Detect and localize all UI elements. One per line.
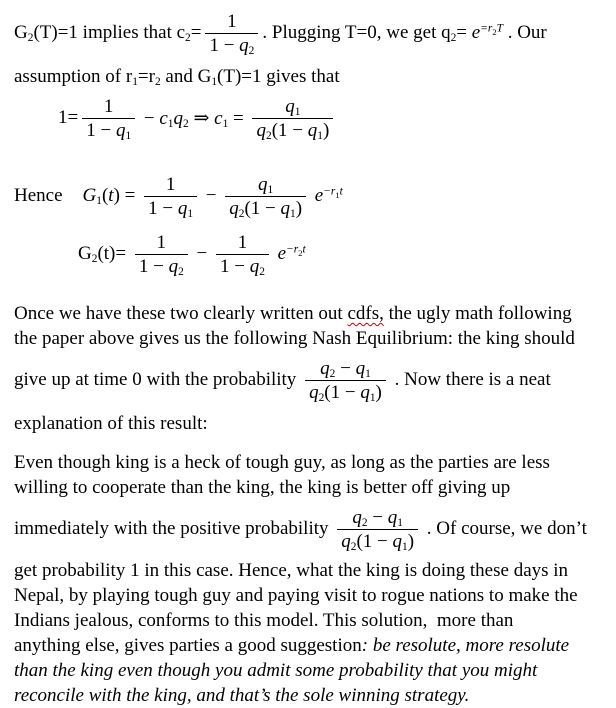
paragraph3-line4: get probability 1 in this case. Hence, what the king is doing these days in — [14, 560, 569, 581]
paragraph3-line5: Nepal, by playing tough guy and paying visit to rogue nations to make the — [14, 585, 578, 606]
paragraph2-line3 — [14, 351, 610, 409]
paragraph3-line8: than the king even though you admit some probability that you might — [14, 660, 538, 681]
fraction — [135, 231, 188, 278]
text-run: . Of course, we don’t — [422, 518, 587, 539]
fraction-denominator: 1 − q1 — [144, 196, 197, 220]
paragraph2 — [14, 301, 610, 436]
exponential-term: $e^{-r}2^t$ — [277, 243, 306, 264]
exponential-term: $e^{-r}1^t$ — [314, 185, 343, 206]
text-run: . Plugging T=0, we get $q2= e^{=r}2^T$ . Our — [262, 22, 547, 44]
fraction-numerator: 1 — [165, 173, 176, 195]
equation-g1 — [14, 167, 610, 225]
text-run: − c1q2 ⇒ c1 = — [139, 107, 249, 130]
fraction — [337, 506, 418, 553]
fraction — [144, 173, 197, 220]
fraction-denominator: 1 − q2 — [205, 33, 258, 57]
fraction-numerator: 1 — [227, 10, 237, 32]
paragraph3-line6: Indians jealous, conforms to this model. This solution, more than — [14, 610, 514, 631]
fraction-numerator: q2 − q1 — [352, 506, 403, 529]
text-run: G2(T)=1 implies that c2= — [14, 22, 202, 44]
text-run: immediately with the positive probability — [14, 518, 334, 539]
fraction — [252, 95, 333, 142]
fraction-denominator: 1 − q2 — [135, 254, 188, 278]
equation-g2 — [78, 225, 610, 283]
fraction — [82, 95, 135, 142]
paragraph3-line2: willing to cooperate than the king, the king is better off giving up — [14, 477, 511, 498]
fraction-numerator: 1 — [156, 231, 167, 253]
paragraph3 — [14, 450, 610, 708]
fraction-numerator: 1 — [237, 231, 248, 253]
fraction-numerator: q2 − q1 — [320, 357, 371, 380]
fraction-denominator: q2(1 − q1) — [305, 380, 386, 404]
paragraph2-line1: Once we have these two clearly written out cdfs, the ugly math following — [14, 303, 572, 324]
fraction-numerator: q1 — [258, 173, 274, 196]
text-run: Hence — [14, 185, 63, 206]
paragraph2-line4: explanation of this result: — [14, 413, 208, 434]
fraction — [225, 173, 306, 220]
paragraph3-line9: reconcile with the king, and that’s the sole winning strategy. — [14, 685, 470, 706]
text-run: give up at time 0 with the probability — [14, 369, 302, 390]
paragraph3-line1: Even though king is a heck of tough guy, as long as the parties are less — [14, 452, 550, 473]
text-run: . Now there is a neat — [389, 369, 551, 390]
fraction-denominator: q2(1 − q1) — [225, 196, 306, 220]
fraction-numerator: 1 — [103, 95, 114, 117]
paragraph3-line7: anything else, gives parties a good suggestion: be resolute, more resolute — [14, 635, 570, 656]
fraction-numerator: q1 — [285, 95, 301, 118]
text-run: G2(t)= — [78, 243, 131, 265]
fraction-denominator: q2(1 − q1) — [252, 118, 333, 142]
text-run: G1(t) = — [82, 185, 141, 207]
paragraph2-line2: the paper above gives us the following Nash Equilibrium: the king should — [14, 328, 575, 349]
paragraph1-line1 — [14, 4, 610, 62]
fraction-denominator: 1 − q2 — [216, 254, 269, 278]
fraction — [216, 231, 269, 278]
paragraph3-line3 — [14, 500, 610, 558]
fraction-denominator: q2(1 − q1) — [337, 529, 418, 553]
text-run: 1= — [58, 107, 79, 128]
paragraph1-line2: assumption of r1=r2 and G1(T)=1 gives that — [14, 66, 340, 88]
fraction — [305, 357, 386, 404]
fraction-denominator: 1 − q1 — [82, 118, 135, 142]
equation-c1 — [58, 89, 610, 147]
text-run: − — [191, 243, 212, 264]
fraction — [205, 10, 258, 57]
text-run: − — [201, 185, 222, 206]
